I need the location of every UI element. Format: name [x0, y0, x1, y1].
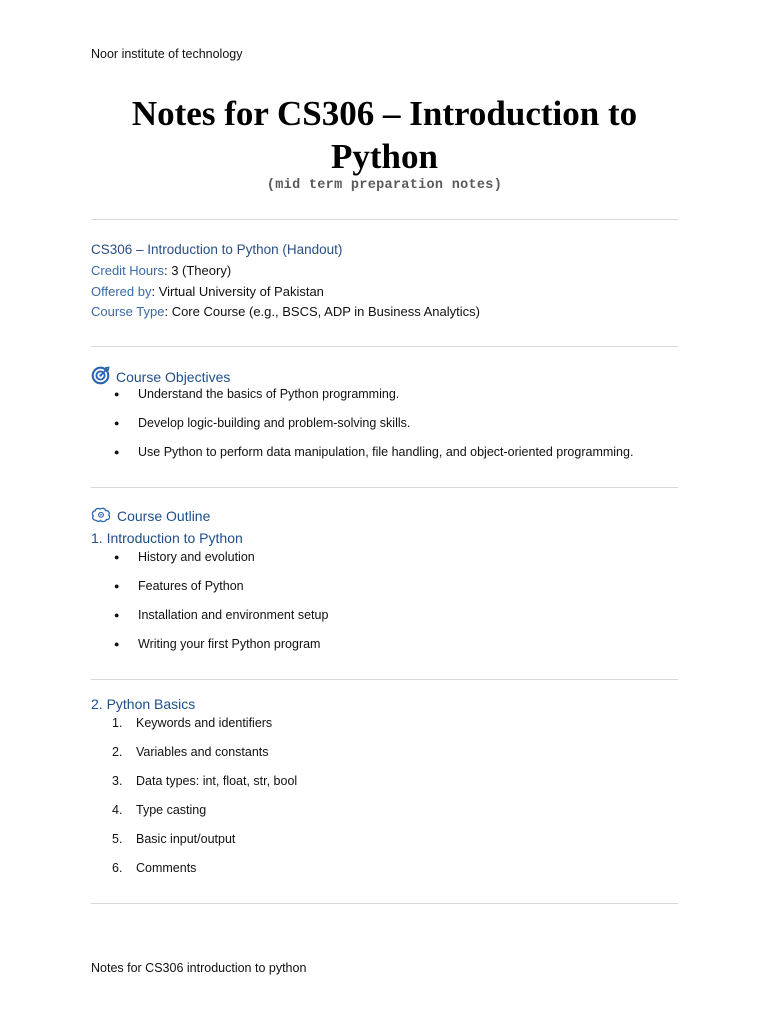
- objectives-heading-text: Course Objectives: [116, 369, 231, 385]
- page-footer: Notes for CS306 introduction to python: [91, 961, 307, 975]
- objectives-heading: [91, 366, 230, 388]
- list-item: ● Writing your first Python program: [114, 637, 321, 651]
- document-subtitle: (mid term preparation notes): [266, 178, 503, 193]
- list-item: 6. Comments: [112, 861, 197, 875]
- course-type-value: : Core Course (e.g., BSCS, ADP in Business Analytics): [164, 304, 480, 319]
- offered-by-line: [91, 284, 324, 299]
- brain-gear-icon: [91, 506, 111, 527]
- list-item: 1. Keywords and identifiers: [112, 716, 273, 730]
- divider: [91, 679, 678, 680]
- credit-hours-value: : 3 (Theory): [163, 263, 232, 278]
- offered-by-label: Offered by: [91, 284, 152, 299]
- list-item: ● Features of Python: [114, 579, 244, 593]
- document-title: Notes for CS306 – Introduction to Python: [131, 94, 638, 176]
- list-item: ● Understand the basics of Python programming.: [114, 387, 400, 401]
- list-item: ● Use Python to perform data manipulation, file handling, and object-oriented programming.: [114, 445, 634, 459]
- list-item: 5. Basic input/output: [112, 832, 236, 846]
- page-header: Noor institute of technology: [91, 47, 243, 61]
- divider: [91, 487, 678, 488]
- list-item: 2. Variables and constants: [112, 745, 269, 759]
- credit-hours-label: Credit Hours: [91, 263, 164, 278]
- divider: [91, 346, 678, 347]
- course-type-line: [91, 304, 480, 319]
- course-type-label: Course Type: [91, 304, 165, 319]
- section-1-heading: 1. Introduction to Python: [91, 530, 243, 546]
- target-icon: [91, 366, 110, 388]
- list-item: ● History and evolution: [114, 550, 255, 564]
- section-2-heading: 2. Python Basics: [91, 696, 196, 712]
- list-item: 4. Type casting: [112, 803, 207, 817]
- offered-by-value: : Virtual University of Pakistan: [151, 284, 324, 299]
- outline-heading: [91, 506, 210, 527]
- divider: [91, 219, 678, 220]
- outline-heading-text: Course Outline: [117, 508, 211, 524]
- credit-hours-line: [91, 263, 231, 278]
- list-item: ● Installation and environment setup: [114, 608, 329, 622]
- list-item: ● Develop logic-building and problem-solving skills.: [114, 416, 411, 430]
- divider: [91, 903, 678, 904]
- list-item: 3. Data types: int, float, str, bool: [112, 774, 298, 788]
- course-info-heading: CS306 – Introduction to Python (Handout): [91, 242, 343, 257]
